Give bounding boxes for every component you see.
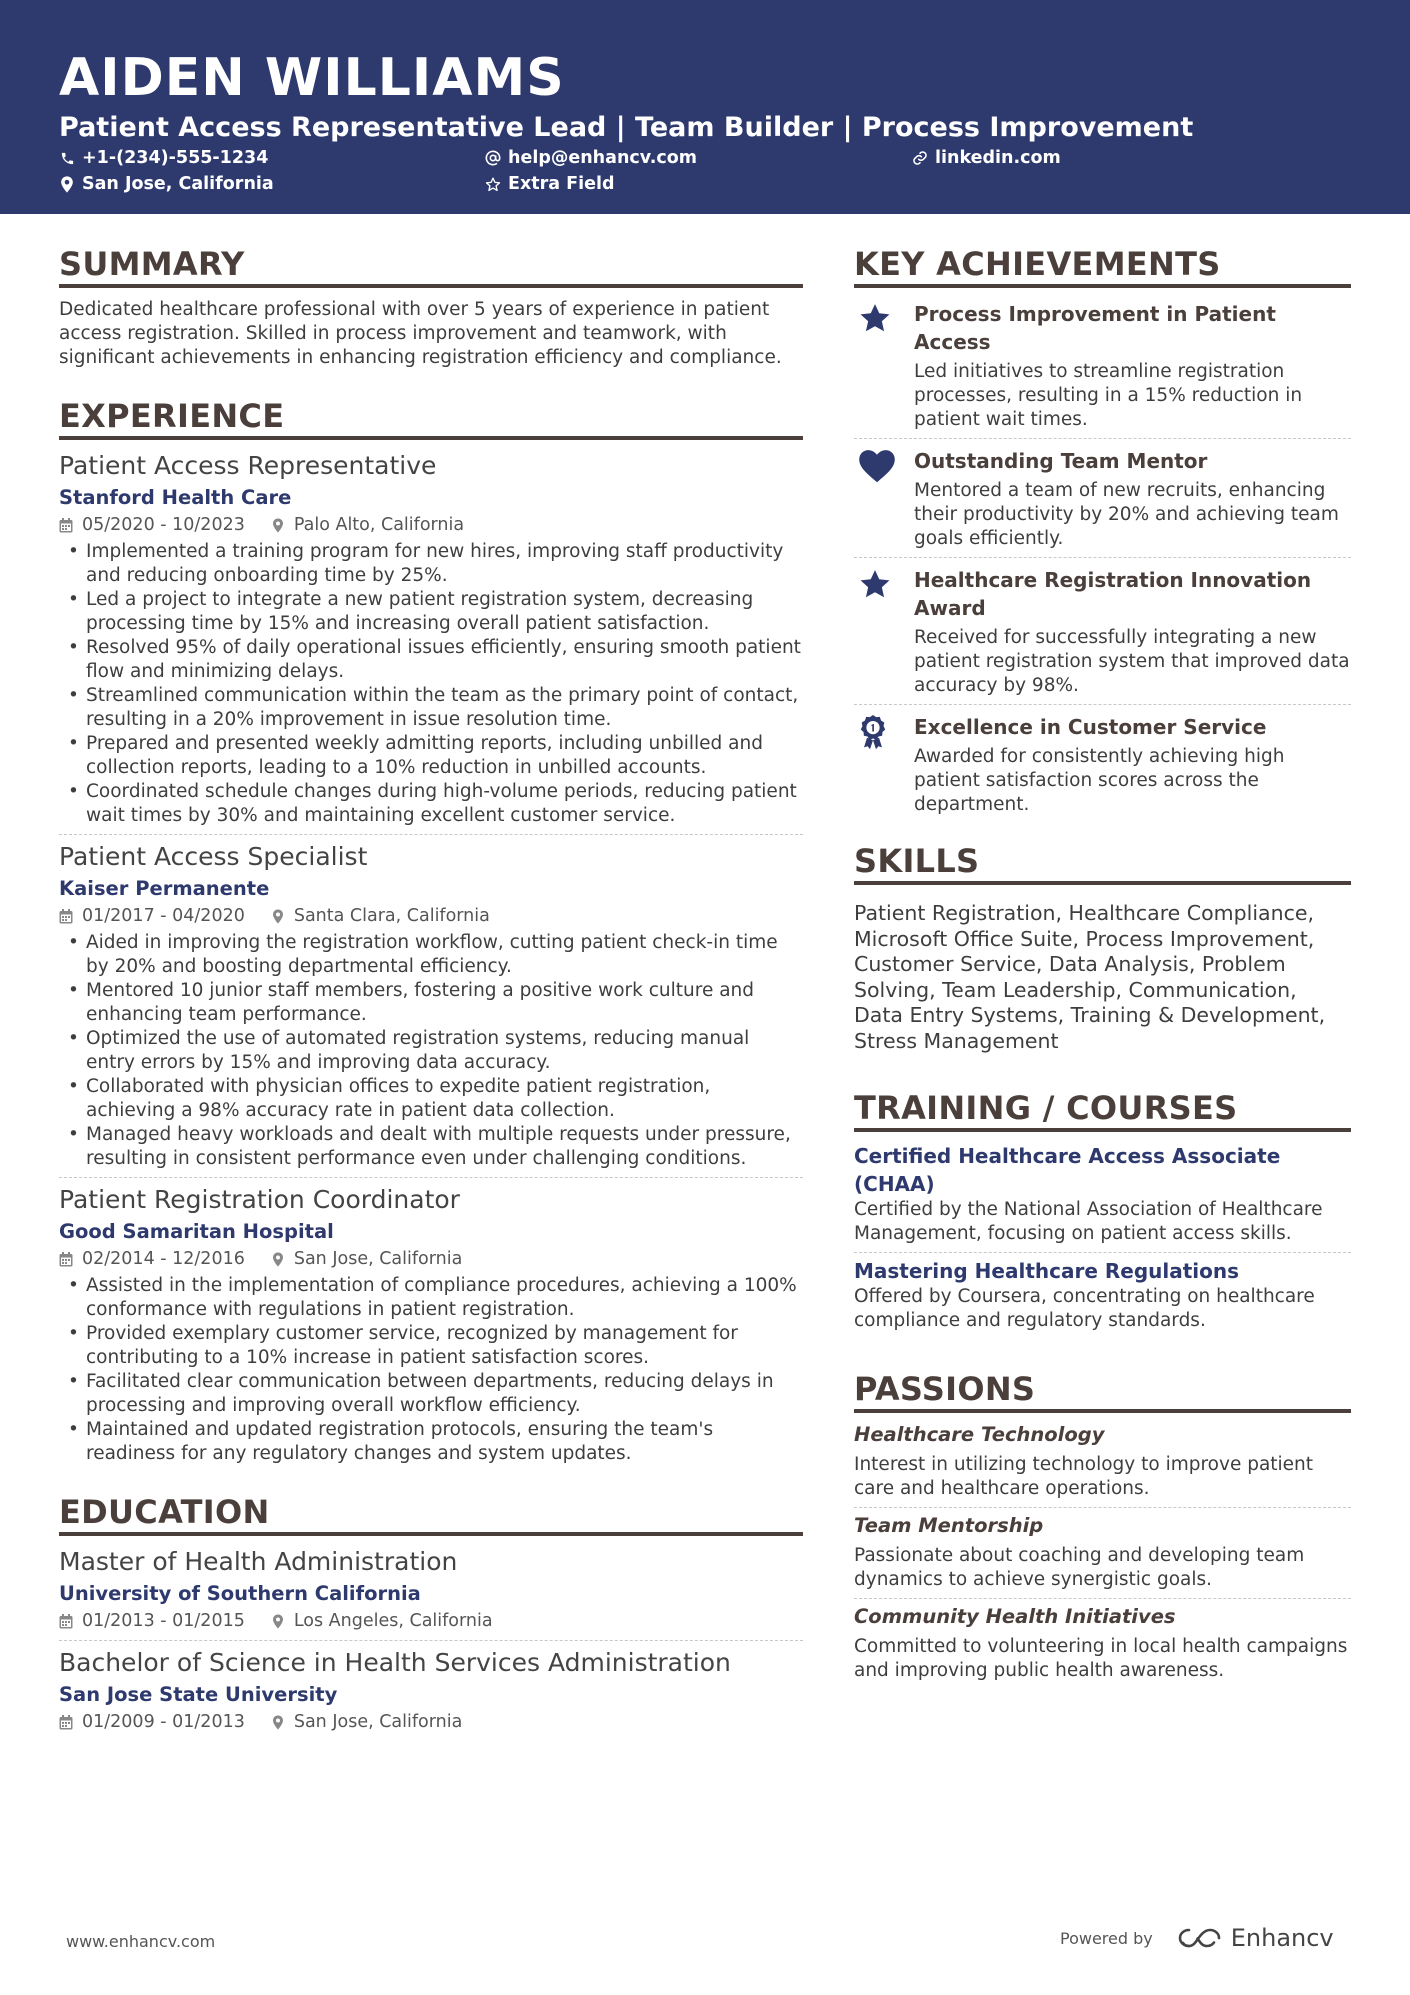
- bullet-item: • Aided in improving the registration workflow, cutting patient check-in time by 20% and boosting departmental efficiency.: [59, 931, 803, 979]
- job-location: Palo Alto, California: [293, 515, 465, 535]
- bullet-item: • Streamlined communication within the team as the primary point of contact, resulting in a 20% improvement in issue resolution time.: [59, 684, 803, 732]
- star-icon: [854, 566, 914, 698]
- course-title: Mastering Healthcare Regulations: [854, 1259, 1240, 1283]
- location-pin-icon: [59, 175, 75, 193]
- job-meta: [59, 512, 803, 538]
- link-icon: [912, 149, 928, 167]
- bullet-item: • Coordinated schedule changes during high-volume periods, reducing patient wait times by 30% and maintaining excellent customer service.: [59, 780, 803, 828]
- calendar-icon: [59, 1714, 73, 1730]
- achievement-title: Excellence in Customer Service: [914, 715, 1267, 739]
- job-meta: [59, 903, 803, 929]
- calendar-icon: [59, 1251, 73, 1267]
- candidate-headline: Patient Access Representative Lead | Team Builder | Process Improvement: [59, 112, 1194, 143]
- achievement-item: [854, 439, 1351, 558]
- achievement-title: Outstanding Team Mentor: [914, 449, 1208, 473]
- skills-section: [854, 841, 1351, 1054]
- star-icon: [854, 300, 914, 432]
- summary-section: [59, 244, 803, 370]
- bullet-item: • Mentored 10 junior staff members, fostering a positive work culture and enhancing team performance.: [59, 979, 803, 1027]
- calendar-icon: [59, 517, 73, 533]
- location-pin-icon: [271, 1714, 285, 1730]
- achievement-item: [854, 558, 1351, 705]
- training-section: [854, 1088, 1351, 1339]
- calendar-icon: [59, 1613, 73, 1629]
- right-column: [854, 244, 1351, 1715]
- education-entry: [59, 1647, 803, 1741]
- contact-phone: [59, 148, 268, 168]
- location-pin-icon: [271, 908, 285, 924]
- candidate-name: AIDEN WILLIAMS: [59, 48, 565, 108]
- job-title: Patient Registration Coordinator: [59, 1185, 460, 1214]
- email-text[interactable]: help@enhancv.com: [508, 148, 698, 168]
- course-item: [854, 1138, 1351, 1253]
- experience-section: [59, 396, 803, 1472]
- passion-title: Community Health Initiatives: [854, 1605, 1176, 1628]
- bullet-item: • Resolved 95% of daily operational issues efficiently, ensuring smooth patient flow and minimizing delays.: [59, 636, 803, 684]
- powered-by-text: Powered by: [1060, 1928, 1153, 1948]
- passions-section: [854, 1369, 1351, 1689]
- bullet-item: • Maintained and updated registration protocols, ensuring the team's readiness for any regulatory changes and system updates.: [59, 1418, 803, 1466]
- brand-name: Enhancv: [1230, 1924, 1334, 1952]
- award-ribbon-icon: [854, 713, 914, 817]
- achievement-desc: Received for successfully integrating a new patient registration system that improved data accuracy by 98%.: [914, 627, 1350, 696]
- section-title-passions: PASSIONS: [854, 1369, 1351, 1413]
- passion-desc: Interest in utilizing technology to improve patient care and healthcare operations.: [854, 1454, 1314, 1499]
- skills-text: Patient Registration, Healthcare Compliance, Microsoft Office Suite, Process Improvement, Customer Service, Data Analysis, Problem Solving, Team Leadership, Communication, Data Entry Systems, Training & Development, Stress Management: [854, 901, 1326, 1053]
- contact-extra: [485, 174, 615, 194]
- job-bullets: [59, 931, 803, 1171]
- bullet-item: • Facilitated clear communication between departments, reducing delays in processing and improving overall workflow efficiency.: [59, 1370, 803, 1418]
- bullet-item: • Provided exemplary customer service, recognized by management for contributing to a 10% increase in patient satisfaction scores.: [59, 1322, 803, 1370]
- course-title: Certified Healthcare Access Associate (CHAA): [854, 1144, 1281, 1196]
- education-dates: 01/2009 - 01/2013: [82, 1712, 245, 1732]
- at-icon: [485, 149, 501, 167]
- job-bullets: [59, 1274, 803, 1466]
- bullet-item: • Optimized the use of automated registration systems, reducing manual entry errors by 15% and improving data accuracy.: [59, 1027, 803, 1075]
- achievement-desc: Led initiatives to streamline registration processes, resulting in a 15% reduction in patient wait times.: [914, 361, 1303, 430]
- passion-desc: Passionate about coaching and developing team dynamics to achieve synergistic goals.: [854, 1545, 1305, 1590]
- heart-icon: [854, 447, 914, 551]
- footer-branding: [1060, 1924, 1334, 1952]
- phone-icon: [59, 149, 75, 167]
- education-meta: [59, 1709, 803, 1735]
- contact-location: [59, 174, 274, 194]
- degree-title: Bachelor of Science in Health Services Administration: [59, 1648, 731, 1677]
- company-name: Good Samaritan Hospital: [59, 1220, 334, 1243]
- job-dates: 05/2020 - 10/2023: [82, 515, 245, 535]
- extra-field-text: Extra Field: [508, 174, 615, 194]
- education-location: Los Angeles, California: [293, 1611, 493, 1631]
- section-title-education: EDUCATION: [59, 1492, 803, 1536]
- resume-header: [0, 0, 1410, 214]
- contact-email[interactable]: [485, 148, 697, 168]
- star-outline-icon: [485, 175, 501, 193]
- achievement-desc: Awarded for consistently achieving high patient satisfaction scores across the department.: [914, 746, 1285, 815]
- experience-entry: [59, 450, 803, 835]
- job-bullets: [59, 540, 803, 828]
- contact-linkedin[interactable]: [912, 148, 1061, 168]
- section-title-skills: SKILLS: [854, 841, 1351, 885]
- passion-title: Healthcare Technology: [854, 1423, 1105, 1446]
- job-location: Santa Clara, California: [293, 906, 490, 926]
- passion-item: [854, 1508, 1351, 1599]
- school-name: San Jose State University: [59, 1683, 338, 1706]
- company-name: Kaiser Permanente: [59, 877, 270, 900]
- section-title-training: TRAINING / COURSES: [854, 1088, 1351, 1132]
- section-title-summary: SUMMARY: [59, 244, 803, 288]
- achievements-section: [854, 244, 1351, 823]
- education-dates: 01/2013 - 01/2015: [82, 1611, 245, 1631]
- education-meta: [59, 1608, 803, 1634]
- achievement-desc: Mentored a team of new recruits, enhancing their productivity by 20% and achieving team goals efficiently.: [914, 480, 1339, 549]
- section-title-achievements: KEY ACHIEVEMENTS: [854, 244, 1351, 288]
- education-entry: [59, 1546, 803, 1641]
- education-location: San Jose, California: [293, 1712, 463, 1732]
- achievement-title: Process Improvement in Patient Access: [914, 302, 1276, 354]
- footer-website[interactable]: www.enhancv.com: [66, 1932, 216, 1951]
- course-desc: Offered by Coursera, concentrating on healthcare compliance and regulatory standards.: [854, 1286, 1315, 1331]
- location-pin-icon: [271, 517, 285, 533]
- job-meta: [59, 1246, 803, 1272]
- bullet-item: • Implemented a training program for new hires, improving staff productivity and reducing onboarding time by 25%.: [59, 540, 803, 588]
- bullet-item: • Led a project to integrate a new patient registration system, decreasing processing time by 15% and increasing overall patient satisfaction.: [59, 588, 803, 636]
- experience-entry: [59, 841, 803, 1178]
- calendar-icon: [59, 908, 73, 924]
- job-title: Patient Access Specialist: [59, 842, 368, 871]
- course-desc: Certified by the National Association of Healthcare Management, focusing on patient access skills.: [854, 1199, 1323, 1244]
- passion-title: Team Mentorship: [854, 1514, 1044, 1537]
- job-title: Patient Access Representative: [59, 451, 437, 480]
- phone-text: +1-(234)-555-1234: [82, 148, 269, 168]
- job-location: San Jose, California: [293, 1249, 463, 1269]
- company-name: Stanford Health Care: [59, 486, 292, 509]
- school-name: University of Southern California: [59, 1582, 421, 1605]
- achievement-title: Healthcare Registration Innovation Award: [914, 568, 1312, 620]
- achievement-item: [854, 292, 1351, 439]
- achievement-item: [854, 705, 1351, 823]
- passion-item: [854, 1417, 1351, 1508]
- left-column: [59, 244, 803, 1767]
- enhancv-logo[interactable]: [1177, 1924, 1334, 1952]
- job-dates: 02/2014 - 12/2016: [82, 1249, 245, 1269]
- experience-entry: [59, 1184, 803, 1472]
- section-title-experience: EXPERIENCE: [59, 396, 803, 440]
- job-dates: 01/2017 - 04/2020: [82, 906, 245, 926]
- location-pin-icon: [271, 1613, 285, 1629]
- education-section: [59, 1492, 803, 1741]
- linkedin-text[interactable]: linkedin.com: [935, 148, 1061, 168]
- bullet-item: • Collaborated with physician offices to expedite patient registration, achieving a 98% accuracy rate in patient data collection.: [59, 1075, 803, 1123]
- summary-text: Dedicated healthcare professional with over 5 years of experience in patient access registration. Skilled in process improvement and teamwork, with significant achievements in enhancing registration efficiency and compliance.: [59, 299, 782, 368]
- location-text: San Jose, California: [82, 174, 274, 194]
- enhancv-logo-icon: [1177, 1926, 1223, 1950]
- bullet-item: • Managed heavy workloads and dealt with multiple requests under pressure, resulting in consistent performance even under challenging conditions.: [59, 1123, 803, 1171]
- degree-title: Master of Health Administration: [59, 1547, 458, 1576]
- bullet-item: • Assisted in the implementation of compliance procedures, achieving a 100% conformance with regulations in patient registration.: [59, 1274, 803, 1322]
- passion-desc: Committed to volunteering in local health campaigns and improving public health awareness.: [854, 1636, 1348, 1681]
- passion-item: [854, 1599, 1351, 1689]
- bullet-item: • Prepared and presented weekly admitting reports, including unbilled and collection reports, leading to a 10% reduction in unbilled accounts.: [59, 732, 803, 780]
- location-pin-icon: [271, 1251, 285, 1267]
- course-item: [854, 1253, 1351, 1339]
